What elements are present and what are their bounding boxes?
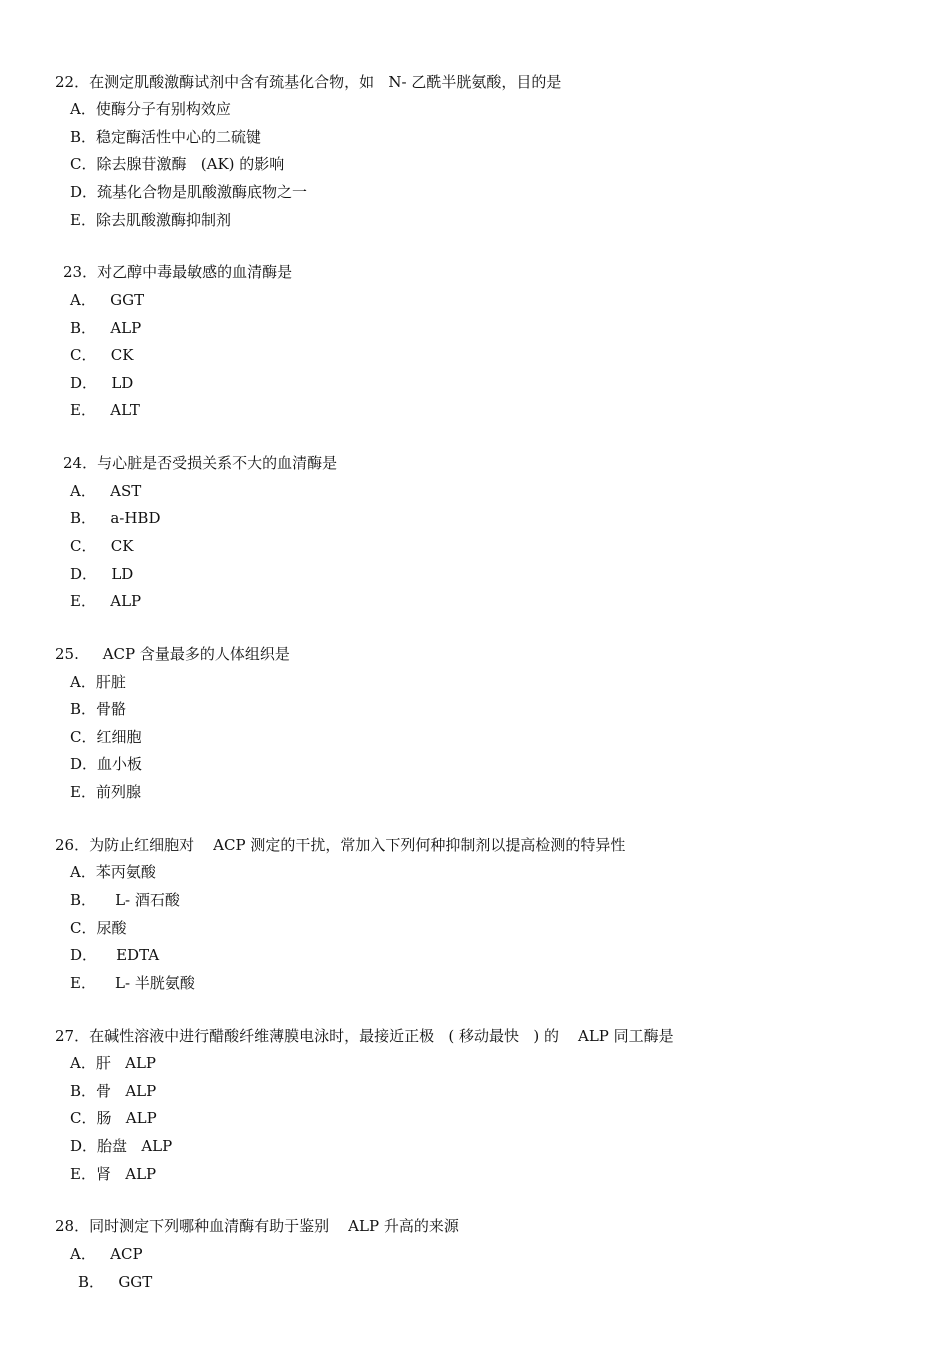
option-a: A． GGT xyxy=(70,291,145,309)
option-e: E．肾 ALP xyxy=(70,1165,157,1183)
option-c: C．尿酸 xyxy=(70,919,127,937)
option-b: B．骨 ALP xyxy=(70,1082,157,1100)
option-b: B． L- 酒石酸 xyxy=(70,891,180,909)
option-c: C．除去腺苷激酶 (AK) 的影响 xyxy=(70,155,285,173)
option-a: A． ACP xyxy=(70,1245,143,1263)
option-a: A．苯丙氨酸 xyxy=(70,863,156,881)
question-stem: 23．对乙醇中毒最敏感的血清酶是 xyxy=(63,263,293,281)
option-c: C．肠 ALP xyxy=(70,1109,157,1127)
option-e: E． ALT xyxy=(70,401,140,419)
option-b: B． ALP xyxy=(70,319,142,337)
question-stem: 28．同时测定下列哪种血清酶有助于鉴别 ALP 升高的来源 xyxy=(55,1217,459,1235)
option-b: B．稳定酶活性中心的二硫键 xyxy=(70,128,262,146)
option-d: D．胎盘 ALP xyxy=(70,1137,173,1155)
option-e: E． ALP xyxy=(70,592,142,610)
option-d: D．巯基化合物是肌酸激酶底物之一 xyxy=(70,183,308,201)
option-b: B． a-HBD xyxy=(70,509,161,527)
option-c: C． CK xyxy=(70,537,134,555)
option-d: D．血小板 xyxy=(70,755,143,773)
option-a: A．肝 ALP xyxy=(70,1054,157,1072)
option-a: A． AST xyxy=(70,482,142,500)
question-stem: 22．在测定肌酸激酶试剂中含有巯基化合物，如 N- 乙酰半胱氨酸，目的是 xyxy=(55,73,562,91)
option-d: D． LD xyxy=(70,565,134,583)
option-b: B．骨骼 xyxy=(70,700,127,718)
option-e: E． L- 半胱氨酸 xyxy=(70,974,195,992)
option-c: C．红细胞 xyxy=(70,728,142,746)
option-d: D． LD xyxy=(70,374,134,392)
option-a: A．肝脏 xyxy=(70,673,126,691)
option-a: A．使酶分子有别构效应 xyxy=(70,100,231,118)
option-b: B． GGT xyxy=(78,1273,153,1291)
option-c: C． CK xyxy=(70,346,134,364)
question-stem: 26．为防止红细胞对 ACP 测定的干扰，常加入下列何种抑制剂以提高检测的特异性 xyxy=(55,836,626,854)
option-d: D． EDTA xyxy=(70,946,160,964)
option-e: E．除去肌酸激酶抑制剂 xyxy=(70,211,231,229)
question-stem: 24．与心脏是否受损关系不大的血清酶是 xyxy=(63,454,338,472)
question-stem: 25. ACP 含量最多的人体组织是 xyxy=(55,645,290,663)
option-e: E．前列腺 xyxy=(70,783,141,801)
question-stem: 27．在碱性溶液中进行醋酸纤维薄膜电泳时，最接近正极 ( 移动最快 ) 的 ALP 同工酶是 xyxy=(55,1027,674,1045)
